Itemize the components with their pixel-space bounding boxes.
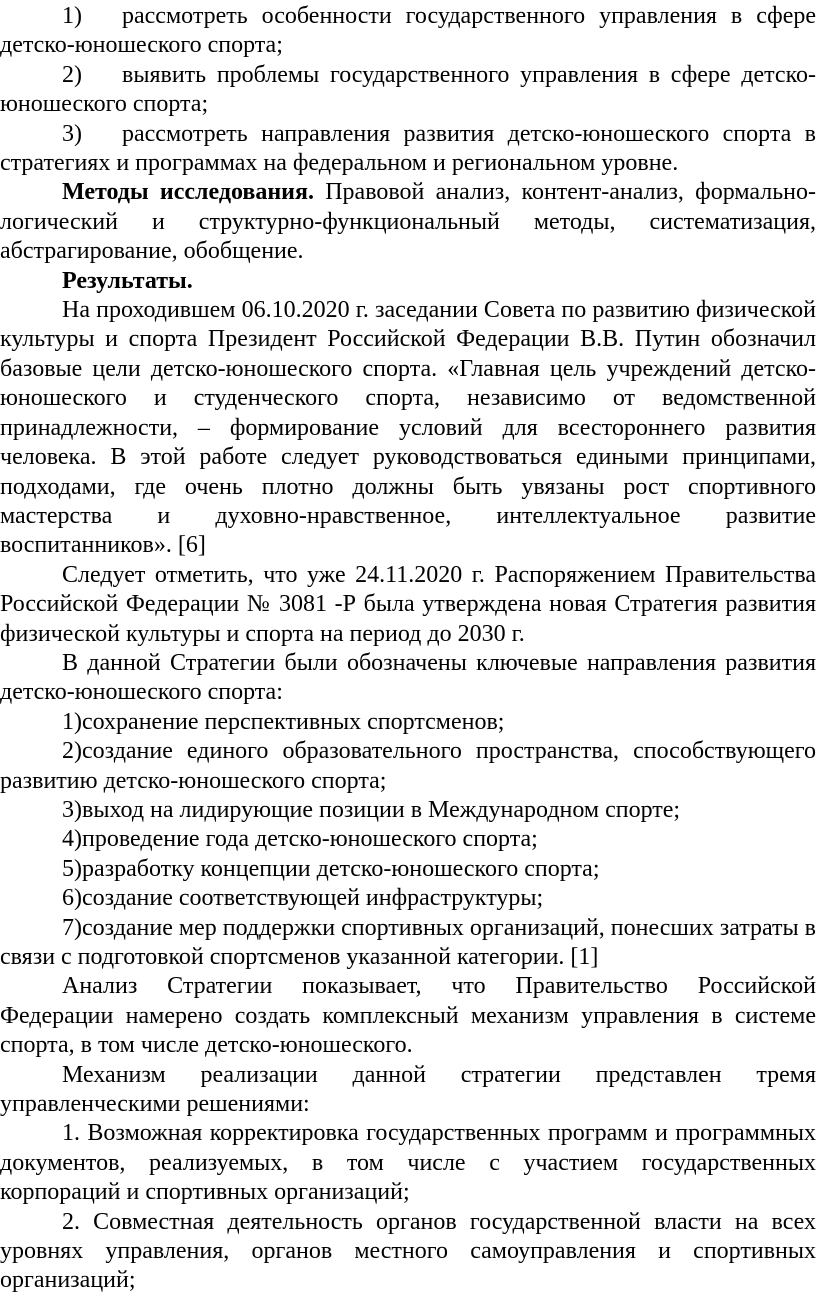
objective-item-3 (0, 120, 816, 179)
list-number: 2) (62, 61, 82, 88)
body-paragraph: На проходившем 06.10.2020 г. заседании Совета по развитию физической культуры и спорта Президент Российской Федерации В.В. Путин обозначил базовые цели детско-юношеского спорта. «Главная цель учреждений детско-юношеского и студенческого спорта, независимо от ведомственной принадлежности, – формирование условий для всестороннего развития человека. В этой работе следует руководствоваться едиными принципами, подходами, где очень плотно должны быть увязаны рост спортивного мастерства и духовно-нравственное, интеллектуальное развитие воспитанников». [6] (0, 297, 816, 559)
list-item: 1)сохранение перспективных спортсменов; (62, 708, 505, 735)
methods-paragraph (0, 178, 816, 266)
list-item: 2. Совместная деятельность органов государственной власти на всех уровнях управления, органов местного самоуправления и спортивных организаций; (0, 1208, 816, 1294)
list-item: 3)выход на лидирующие позиции в Международном спорте; (62, 796, 681, 823)
list-item: 4)проведение года детско-юношеского спорта; (62, 826, 538, 853)
paragraph-text: выявить проблемы государственного управления в сфере детско-юношеского спорта; (0, 61, 816, 118)
body-paragraph: Анализ Стратегии показывает, что Правительство Российской Федерации намерено создать комплексный механизм управления в системе спорта, в том числе детско-юношеского. (0, 973, 816, 1059)
paragraph-text: рассмотреть направления развития детско-юношеского спорта в стратегиях и программах на федеральном и региональном уровне. (0, 120, 816, 177)
list-number: 1) (62, 3, 82, 29)
list-item: 1. Возможная корректировка государственных программ и программных документов, реализуемых, в том числе с участием государственных корпораций и спортивных организаций; (0, 1120, 816, 1206)
body-paragraph: Следует отметить, что уже 24.11.2020 г. Распоряжением Правительства Российской Федерации № 3081 -Р была утверждена новая Стратегия развития физической культуры и спорта на период до 2030 г. (0, 561, 816, 647)
body-paragraph: Механизм реализации данной стратегии представлен тремя управленческими решениями: (0, 1061, 816, 1118)
paragraph-text: рассмотреть особенности государственного управления в сфере детско-юношеского спорта; (0, 3, 816, 59)
section-heading: Методы исследования. (62, 179, 314, 206)
results-heading-paragraph (0, 267, 816, 296)
list-item: 5)разработку концепции детско-юношеского спорта; (62, 855, 600, 882)
objective-item-1 (0, 2, 816, 61)
list-item: 2)создание единого образовательного пространства, способствующего развитию детско-юношеского спорта; (0, 738, 816, 794)
list-item: 6)создание соответствующей инфраструктуры; (62, 885, 544, 912)
section-heading: Результаты. (62, 267, 193, 294)
body-paragraph: В данной Стратегии были обозначены ключевые направления развития детско-юношеского спорта: (0, 649, 816, 706)
objective-item-2 (0, 61, 816, 120)
list-item: 7)создание мер поддержки спортивных организаций, понесших затраты в связи с подготовкой спортсменов указанной категории. [1] (0, 914, 816, 970)
list-number: 3) (62, 120, 82, 147)
paragraph-text: Правовой анализ, контент-анализ, формально-логический и структурно-функциональный методы, систематизация, абстрагирование, обобщение. (0, 179, 816, 265)
